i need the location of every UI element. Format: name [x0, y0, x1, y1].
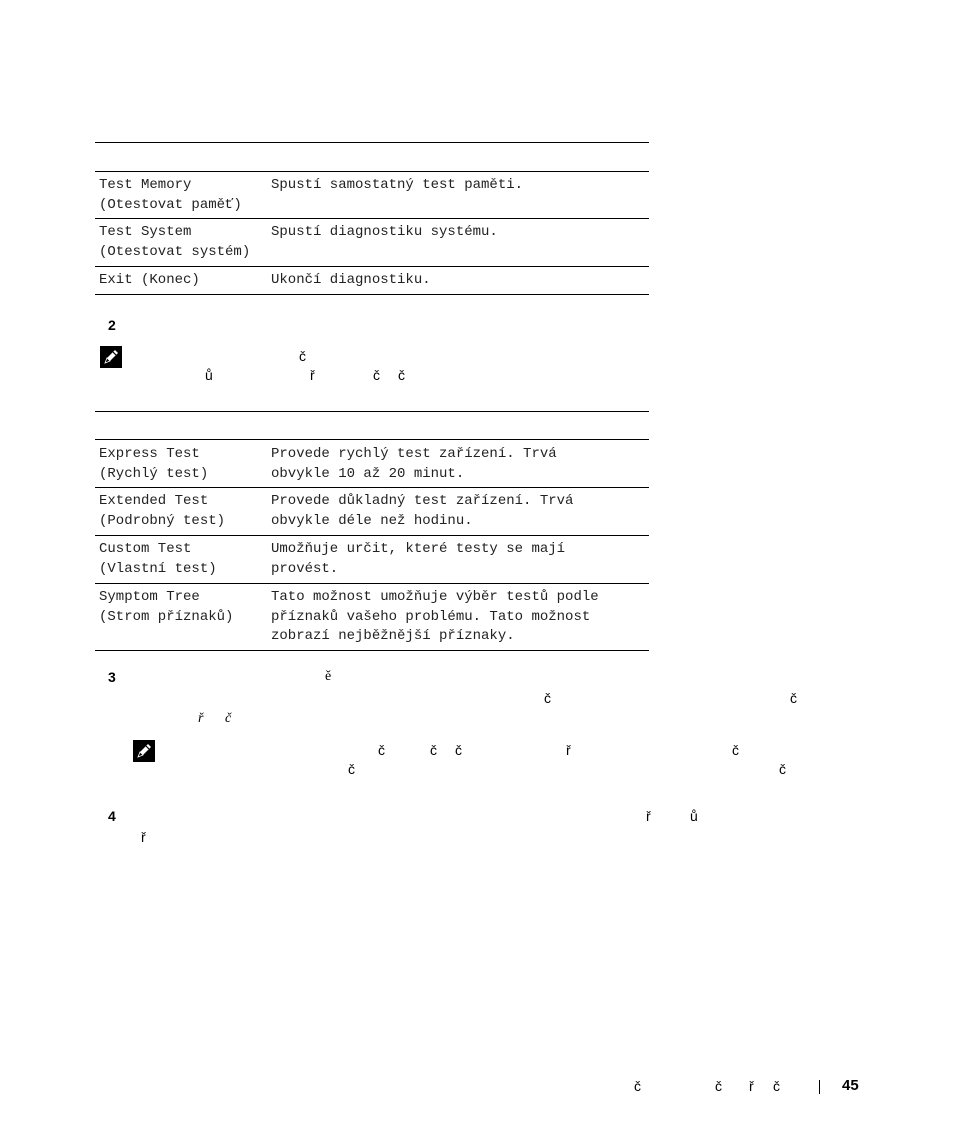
text-fragment: ř [646, 808, 651, 824]
footer-fragment: č [634, 1078, 641, 1094]
table-row [95, 536, 649, 584]
table2-header-rule [95, 439, 649, 440]
table-row [95, 219, 649, 267]
text-fragment: č [790, 690, 797, 706]
step-number: 3 [108, 669, 116, 685]
table2 [95, 441, 649, 651]
step-number: 2 [108, 317, 116, 333]
pencil-note-icon [100, 346, 122, 368]
table-row [95, 172, 649, 219]
note-text-fragment: č [398, 367, 405, 383]
page-number: 45 [842, 1077, 859, 1094]
table-cell-function: Tato možnost umožňuje výběr testů podle příznaků vašeho problému. Tato možnost zobrazí nejběžnější příznaky. [271, 589, 599, 644]
table-row [95, 488, 649, 536]
step-number: 4 [108, 808, 116, 824]
table-cell-function: Spustí diagnostiku systému. [271, 224, 498, 240]
note-text-fragment: č [348, 761, 355, 777]
table-cell-function: Provede rychlý test zařízení. Trvá obvykle 10 až 20 minut. [271, 446, 557, 482]
note-text-fragment: ů [205, 367, 213, 383]
table-cell-option: Express Test (Rychlý test) [99, 446, 209, 482]
text-fragment: ů [690, 808, 698, 824]
table-cell-option: Test System (Otestovat systém) [99, 224, 251, 260]
note-text-fragment: č [373, 367, 380, 383]
table-cell-function: Ukončí diagnostiku. [271, 272, 431, 288]
table-cell-option: Test Memory (Otestovat paměť) [99, 177, 242, 213]
table-cell-option: Extended Test (Podrobný test) [99, 493, 226, 529]
note-text-fragment: č [732, 742, 739, 758]
table-row [95, 267, 649, 295]
table1-top-rule [95, 142, 649, 143]
note-text-fragment: ř [310, 367, 315, 383]
footer-fragment: č [773, 1078, 780, 1094]
table1 [95, 172, 649, 295]
note-text-fragment: č [378, 742, 385, 758]
note-text-fragment: č [299, 348, 306, 364]
table-row [95, 584, 649, 651]
table-cell-function: Spustí samostatný test paměti. [271, 177, 524, 193]
table-cell-function: Umožňuje určit, které testy se mají provést. [271, 541, 566, 577]
table-cell-option: Custom Test (Vlastní test) [99, 541, 217, 577]
text-fragment: ě [325, 669, 332, 684]
footer-divider [819, 1080, 820, 1094]
footer-fragment: ř [749, 1078, 754, 1094]
text-fragment: č [225, 711, 232, 726]
footer-fragment: č [715, 1078, 722, 1094]
text-fragment: ř [141, 829, 146, 845]
note-text-fragment: ř [566, 742, 571, 758]
table-cell-option: Symptom Tree (Strom příznaků) [99, 589, 234, 625]
table2-top-rule [95, 411, 649, 412]
note-text-fragment: č [779, 761, 786, 777]
pencil-note-icon [133, 740, 155, 762]
note-text-fragment: č [455, 742, 462, 758]
text-fragment: ř [198, 711, 204, 726]
table-row [95, 441, 649, 488]
text-fragment: č [544, 690, 551, 706]
table-cell-function: Provede důkladný test zařízení. Trvá obvykle déle než hodinu. [271, 493, 574, 529]
note-text-fragment: č [430, 742, 437, 758]
table-cell-option: Exit (Konec) [99, 272, 200, 288]
